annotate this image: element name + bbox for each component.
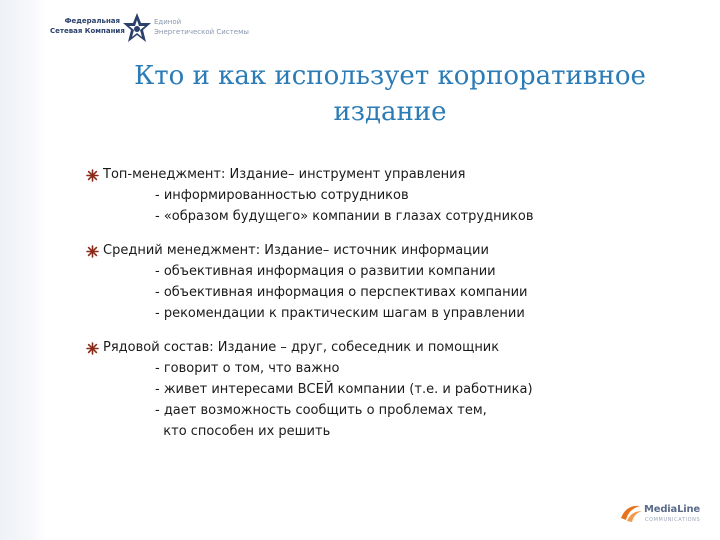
- section-heading-row: [86, 338, 706, 358]
- medialine-swoosh-icon: [618, 500, 644, 526]
- section-heading: Топ-менеджмент: Издание– инструмент управления: [103, 167, 466, 182]
- list-item: - объективная информация о перспективах компании: [155, 285, 528, 300]
- page-title-line2: издание: [333, 97, 447, 127]
- star-bullet-icon: [86, 342, 99, 355]
- section-heading: Средний менеджмент: Издание– источник информации: [103, 243, 489, 258]
- fsk-logo-line2: Сетевая Компания: [50, 27, 125, 35]
- list-item: - рекомендации к практическим шагам в управлении: [155, 306, 525, 321]
- medialine-logo: [618, 500, 700, 528]
- list-item: - говорит о том, что важно: [155, 361, 340, 376]
- section-rank-and-file: [86, 338, 706, 442]
- content-list: [86, 165, 706, 456]
- list-item: - дает возможность сообщить о проблемах тем,: [155, 403, 487, 418]
- section-top-management: [86, 165, 706, 227]
- section-middle-management: [86, 241, 706, 324]
- page-title: [60, 58, 720, 130]
- page-title-line1: Кто и как использует корпоративное: [134, 61, 646, 91]
- medialine-logo-subtext: COMMUNICATIONS: [645, 517, 701, 523]
- section-heading-row: [86, 241, 706, 261]
- ees-logo-line2: Энергетической Системы: [154, 28, 249, 36]
- list-item: кто способен их решить: [155, 424, 331, 439]
- star-bullet-icon: [86, 169, 99, 182]
- list-item: - объективная информация о развитии компании: [155, 264, 496, 279]
- section-heading: Рядовой состав: Издание – друг, собеседник и помощник: [103, 340, 500, 355]
- medialine-logo-text: MediaLine: [644, 504, 700, 515]
- section-heading-row: [86, 165, 706, 185]
- fsk-emblem-icon: [122, 12, 152, 44]
- list-item: - живет интересами ВСЕЙ компании (т.е. и работника): [155, 382, 533, 397]
- list-item: - информированностью сотрудников: [155, 188, 409, 203]
- fsk-logo: [50, 16, 125, 36]
- left-decorative-strip: [0, 0, 46, 540]
- ees-logo: [154, 17, 249, 37]
- list-item: - «образом будущего» компании в глазах сотрудников: [155, 209, 534, 224]
- star-bullet-icon: [86, 245, 99, 258]
- fsk-logo-line1: Федеральная: [64, 17, 120, 25]
- ees-logo-line1: Единой: [154, 18, 182, 26]
